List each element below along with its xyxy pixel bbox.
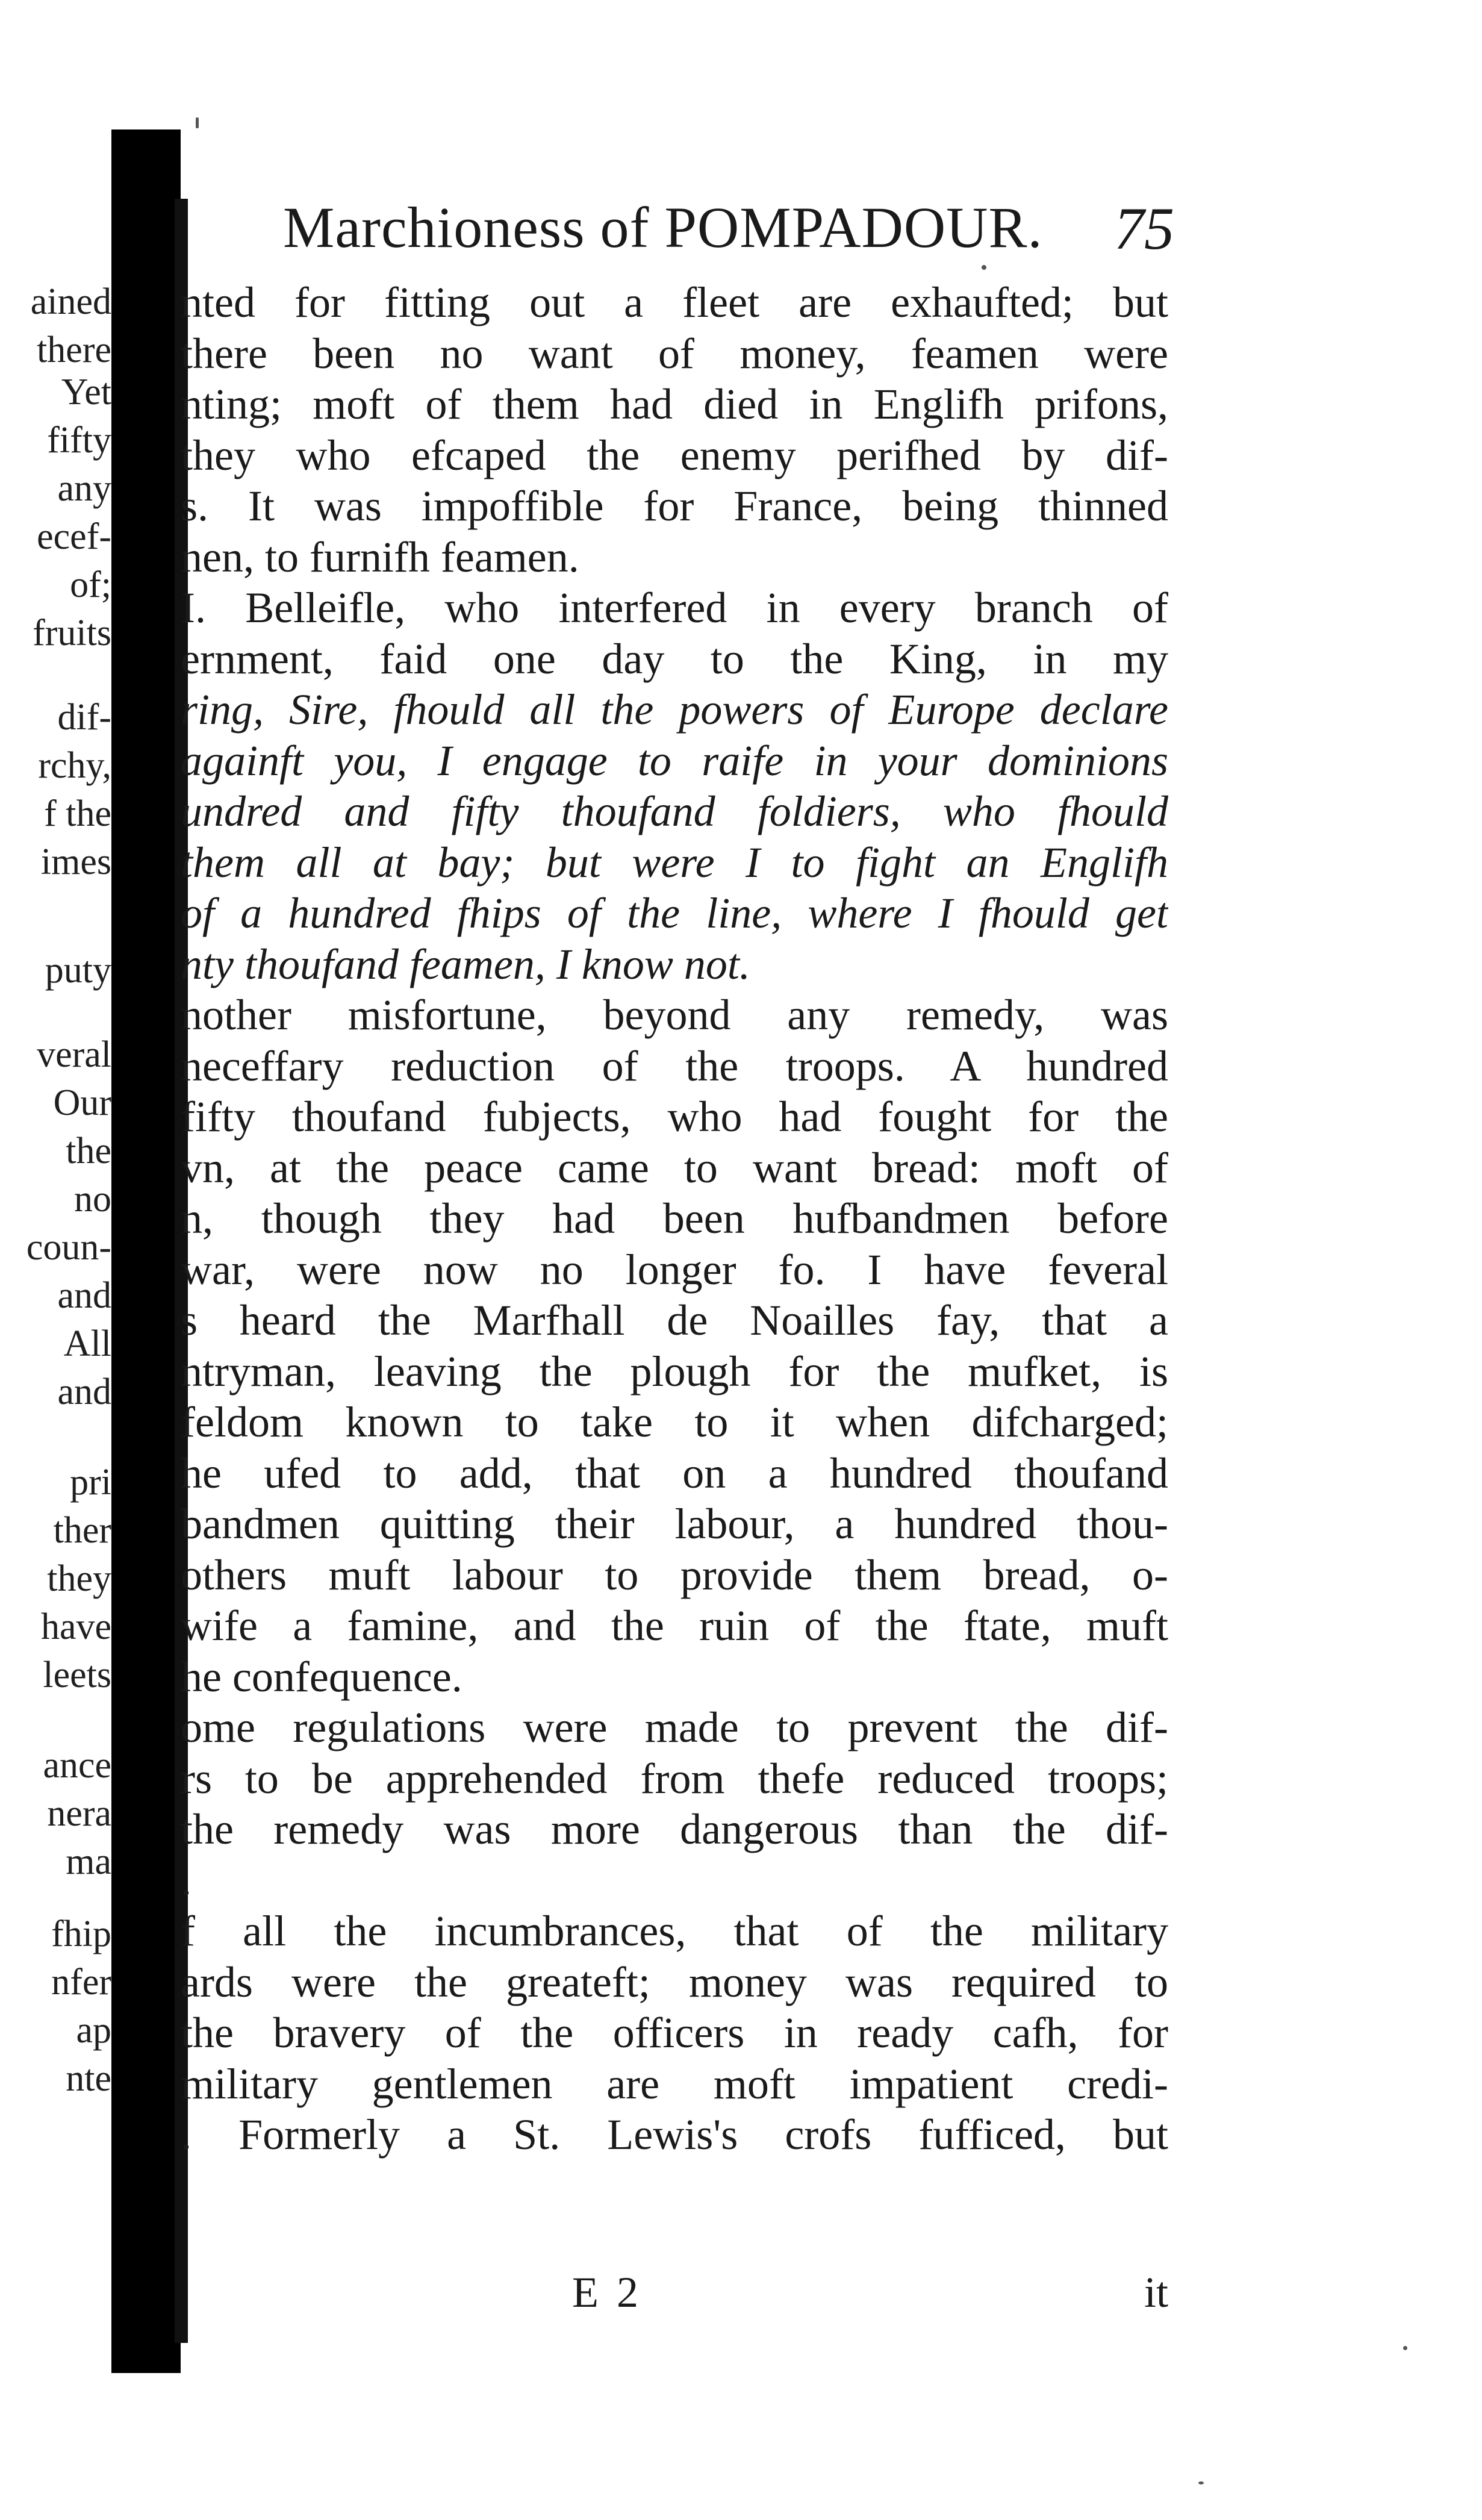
text-line: feldom known to take to it when difcharged; (181, 1398, 1168, 1446)
facing-page-fragment: All (63, 1323, 111, 1364)
facing-page-fragment: and (57, 1275, 111, 1316)
text-line: n, though they had been hufbandmen before (181, 1194, 1168, 1243)
facing-page-fragment: nfer (51, 1962, 111, 2003)
facing-page-fragment: fruits (33, 613, 111, 653)
text-line: s heard the Marfhall de Noailles fay, that a (181, 1296, 1168, 1344)
facing-page-fragment: and (57, 1371, 111, 1412)
text-line: againft you, I engage to raife in your dominions (181, 736, 1168, 785)
text-line: ernment, faid one day to the King, in my (181, 634, 1168, 683)
page-number: 75 (1114, 195, 1174, 262)
facing-page-fragment: leets (43, 1655, 111, 1695)
facing-page-fragment: they (47, 1558, 111, 1599)
facing-page-fragment: any (57, 468, 111, 509)
facing-page-fragment: veral (37, 1034, 111, 1075)
facing-page-fragment: of; (70, 564, 111, 605)
scan-speck (1403, 2346, 1407, 2350)
text-line: bandmen quitting their labour, a hundred thou- (181, 1500, 1168, 1548)
facing-page-fragment: Yet (61, 372, 111, 413)
running-title: Marchioness of POMPADOUR. (283, 195, 1043, 260)
facing-page-fragment: imes (40, 841, 111, 882)
text-line: the bravery of the officers in ready cafh, for (181, 2009, 1168, 2057)
facing-page-fragment: nera (47, 1793, 111, 1834)
text-line: neceffary reduction of the troops. A hundred (181, 1041, 1168, 1090)
text-line: f all the incumbrances, that of the military (181, 1907, 1168, 1955)
text-line: there been no want of money, feamen were (181, 329, 1168, 378)
text-line: ards were the greateft; money was required to (181, 1957, 1168, 2006)
facing-page-fragment: f the (44, 793, 111, 834)
facing-page-fragment: fhip (51, 1913, 111, 1954)
text-line: others muft labour to provide them bread, o- (181, 1550, 1168, 1599)
text-line: nting; moft of them had died in Englifh prifons, (181, 380, 1168, 428)
text-line: military gentlemen are moft impatient credi- (181, 2059, 1168, 2108)
facing-page-fragment: pri (70, 1462, 111, 1503)
facing-page-bleed (0, 0, 111, 2520)
running-head (283, 195, 1174, 271)
text-line: nted for fitting out a fleet are exhaufted; but (181, 278, 1168, 326)
signature-mark: E 2 (572, 2268, 642, 2316)
text-line: them all at bay; but were I to fight an Englifh (181, 838, 1168, 887)
text-line: nen, to furnifh feamen. (181, 532, 579, 581)
facing-page-fragment: have (40, 1606, 111, 1647)
text-line: s. It was impoffible for France, being thinned (181, 482, 1168, 530)
catchword: it (1144, 2268, 1168, 2316)
text-line: ntryman, leaving the plough for the mufket, is (181, 1347, 1168, 1396)
facing-page-fragment: ma (66, 1841, 111, 1882)
gutter-shadow (111, 129, 181, 2373)
facing-page-fragment: coun- (26, 1227, 111, 1268)
text-line: fifty thoufand fubjects, who had fought for the (181, 1093, 1168, 1141)
text-line: . (181, 1856, 191, 1904)
facing-page-fragment: nte (66, 2058, 111, 2099)
facing-page-fragment: the (66, 1131, 111, 1171)
facing-page-fragment: ap (76, 2010, 111, 2051)
facing-page-fragment: ance (43, 1745, 111, 1786)
facing-page-fragment: ther (53, 1510, 111, 1551)
text-line: ring, Sire, fhould all the powers of Europe declare (181, 685, 1168, 734)
text-line: ome regulations were made to prevent the dif- (181, 1703, 1168, 1751)
text-line: the remedy was more dangerous than the dif- (181, 1805, 1168, 1853)
scan-speck (196, 117, 199, 128)
facing-page-fragment: dif- (57, 697, 111, 738)
text-line: he confequence. (181, 1652, 462, 1701)
facing-page-fragment: rchy, (38, 745, 111, 786)
facing-page-fragment: Our (53, 1082, 111, 1123)
facing-page-fragment: fifty (47, 420, 111, 461)
text-line: vn, at the peace came to want bread: moft of (181, 1143, 1168, 1192)
facing-page-fragment: ained (30, 281, 111, 322)
scan-speck (1198, 2481, 1204, 2484)
text-line: undred and fifty thoufand foldiers, who fhould (181, 787, 1168, 835)
facing-page-fragment: there (37, 329, 111, 370)
facing-page-fragment: no (74, 1179, 111, 1220)
text-line: I. Belleifle, who interfered in every branch of (181, 584, 1168, 632)
scan-speck (982, 265, 986, 270)
body-text (181, 277, 1168, 2160)
facing-page-fragment: puty (45, 950, 111, 991)
text-line: wife a famine, and the ruin of the ftate, muft (181, 1602, 1168, 1650)
text-line: war, were now no longer fo. I have feveral (181, 1245, 1168, 1294)
text-line: he ufed to add, that on a hundred thoufand (181, 1449, 1168, 1497)
text-line: rs to be apprehended from thefe reduced troops; (181, 1754, 1168, 1803)
text-line: of a hundred fhips of the line, where I fhould get (181, 889, 1168, 937)
facing-page-fragment: ecef- (37, 516, 111, 557)
page-footer (181, 2268, 1168, 2331)
text-line: . Formerly a St. Lewis's crofs fufficed, but (181, 2110, 1168, 2159)
text-line: nty thoufand feamen, I know not. (181, 940, 750, 988)
text-line: they who efcaped the enemy perifhed by dif- (181, 431, 1168, 479)
text-line: nother misfortune, beyond any remedy, was (181, 991, 1168, 1039)
